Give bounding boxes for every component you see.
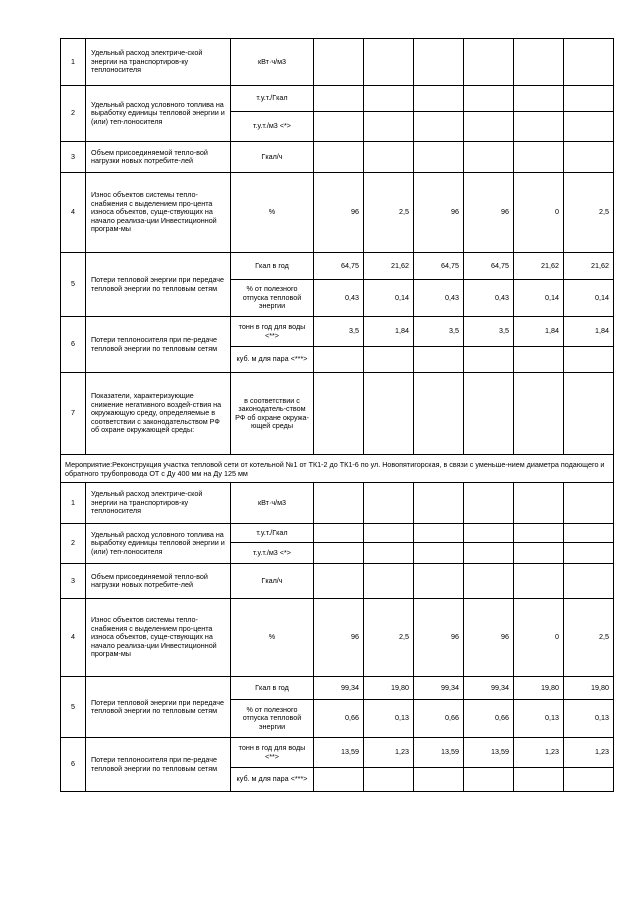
value-cell: [464, 39, 514, 86]
table-row: [61, 317, 614, 347]
value-cell: [514, 112, 564, 142]
value-cell: [564, 39, 614, 86]
value-cell: 2,5: [364, 599, 414, 677]
table-row: [61, 86, 614, 112]
value-cell: 96: [314, 173, 364, 253]
value-cell: 0,13: [564, 700, 614, 738]
value-cell: 1,84: [564, 317, 614, 347]
value-cell: [564, 112, 614, 142]
row-number-cell: 2: [61, 86, 86, 142]
value-cell: 0: [514, 173, 564, 253]
indicators-table: [60, 38, 614, 792]
table-row: [61, 39, 614, 86]
value-cell: [514, 86, 564, 112]
value-cell: [414, 483, 464, 524]
value-cell: [564, 524, 614, 543]
value-cell: 2,5: [564, 599, 614, 677]
unit-cell: % от полезного отпуска тепловой энергии: [231, 700, 314, 738]
unit-cell: Гкал в год: [231, 677, 314, 700]
value-cell: 21,62: [564, 253, 614, 280]
value-cell: 13,59: [464, 738, 514, 768]
value-cell: 19,80: [564, 677, 614, 700]
value-cell: [364, 373, 414, 455]
value-cell: [314, 39, 364, 86]
value-cell: [464, 112, 514, 142]
row-number-cell: 3: [61, 142, 86, 173]
value-cell: [414, 524, 464, 543]
value-cell: 0,14: [364, 280, 414, 317]
unit-cell: куб. м для пара <***>: [231, 768, 314, 792]
value-cell: 99,34: [414, 677, 464, 700]
value-cell: [464, 543, 514, 564]
value-cell: 21,62: [514, 253, 564, 280]
value-cell: [464, 768, 514, 792]
unit-cell: тонн в год для воды <**>: [231, 738, 314, 768]
indicator-name-cell: Потери теплоносителя при пе-редаче тепловой энергии по тепловым сетям: [86, 738, 231, 792]
event-description-cell: Мероприятие:Реконструкция участка тепловой сети от котельной №1 от ТК1-2 до ТК1-6 по ул. Новопятигорская, в связи с уменьше-нием диаметра подающего и обратного трубопровода ОТ с Ду 400 мм на Ду 125 мм: [61, 455, 614, 483]
value-cell: 13,59: [314, 738, 364, 768]
unit-cell: Гкал/ч: [231, 564, 314, 599]
unit-cell: Гкал/ч: [231, 142, 314, 173]
unit-cell: т.у.т./м3 <*>: [231, 543, 314, 564]
unit-cell: тонн в год для воды <**>: [231, 317, 314, 347]
value-cell: 3,5: [414, 317, 464, 347]
value-cell: [314, 768, 364, 792]
value-cell: [564, 373, 614, 455]
value-cell: 1,23: [514, 738, 564, 768]
value-cell: 96: [464, 173, 514, 253]
value-cell: [314, 564, 364, 599]
value-cell: [564, 483, 614, 524]
value-cell: 96: [414, 599, 464, 677]
value-cell: [314, 112, 364, 142]
value-cell: [464, 347, 514, 373]
row-number-cell: 6: [61, 317, 86, 373]
value-cell: [364, 142, 414, 173]
row-number-cell: 4: [61, 599, 86, 677]
row-number-cell: 1: [61, 39, 86, 86]
unit-cell: Гкал в год: [231, 253, 314, 280]
table-row: [61, 253, 614, 280]
value-cell: 64,75: [414, 253, 464, 280]
row-number-cell: 3: [61, 564, 86, 599]
indicator-name-cell: Удельный расход электриче-ской энергии на транспортиров-ку теплоносителя: [86, 39, 231, 86]
value-cell: 1,23: [564, 738, 614, 768]
value-cell: [564, 564, 614, 599]
value-cell: [364, 39, 414, 86]
value-cell: [414, 347, 464, 373]
table-row: [61, 173, 614, 253]
value-cell: [314, 543, 364, 564]
value-cell: 64,75: [314, 253, 364, 280]
value-cell: [514, 543, 564, 564]
unit-cell: т.у.т./Гкал: [231, 86, 314, 112]
indicator-name-cell: Потери тепловой энергии при передаче тепловой энергии по тепловым сетям: [86, 253, 231, 317]
value-cell: 0,13: [364, 700, 414, 738]
value-cell: 2,5: [364, 173, 414, 253]
value-cell: [464, 564, 514, 599]
value-cell: 1,84: [364, 317, 414, 347]
value-cell: 3,5: [314, 317, 364, 347]
unit-cell: кВт·ч/м3: [231, 483, 314, 524]
value-cell: [314, 483, 364, 524]
value-cell: [564, 768, 614, 792]
value-cell: 3,5: [464, 317, 514, 347]
unit-cell: %: [231, 173, 314, 253]
indicator-name-cell: Потери тепловой энергии при передаче тепловой энергии по тепловым сетям: [86, 677, 231, 738]
table-row: [61, 524, 614, 543]
value-cell: [514, 39, 564, 86]
indicator-name-cell: Потери теплоносителя при пе-редаче тепловой энергии по тепловым сетям: [86, 317, 231, 373]
unit-cell: т.у.т./Гкал: [231, 524, 314, 543]
value-cell: [464, 86, 514, 112]
value-cell: [364, 524, 414, 543]
row-number-cell: 2: [61, 524, 86, 564]
value-cell: [314, 347, 364, 373]
value-cell: 96: [314, 599, 364, 677]
unit-cell: %: [231, 599, 314, 677]
value-cell: 19,80: [514, 677, 564, 700]
value-cell: [514, 768, 564, 792]
value-cell: 99,34: [314, 677, 364, 700]
value-cell: 1,23: [364, 738, 414, 768]
value-cell: [414, 768, 464, 792]
row-number-cell: 4: [61, 173, 86, 253]
value-cell: 19,80: [364, 677, 414, 700]
value-cell: [514, 524, 564, 543]
value-cell: 64,75: [464, 253, 514, 280]
value-cell: [364, 112, 414, 142]
value-cell: 0,14: [564, 280, 614, 317]
value-cell: 0: [514, 599, 564, 677]
value-cell: [514, 142, 564, 173]
value-cell: [414, 373, 464, 455]
unit-cell: в соответствии с законодатель-ством РФ об охране окружа-ющей среды: [231, 373, 314, 455]
value-cell: [364, 564, 414, 599]
value-cell: [514, 373, 564, 455]
table-row: [61, 373, 614, 455]
table-row: [61, 564, 614, 599]
indicator-name-cell: Износ объектов системы тепло-снабжения с выделением про-цента износа объектов, суще-ствующих на начало реализа-ции Инвестиционной програм-мы: [86, 173, 231, 253]
table-row: [61, 483, 614, 524]
table-row: [61, 142, 614, 173]
value-cell: [314, 142, 364, 173]
unit-cell: % от полезного отпуска тепловой энергии: [231, 280, 314, 317]
value-cell: [314, 86, 364, 112]
unit-cell: куб. м для пара <***>: [231, 347, 314, 373]
row-number-cell: 5: [61, 677, 86, 738]
row-number-cell: 6: [61, 738, 86, 792]
table-row: [61, 738, 614, 768]
value-cell: [564, 86, 614, 112]
value-cell: 0,43: [314, 280, 364, 317]
value-cell: [564, 142, 614, 173]
value-cell: [414, 39, 464, 86]
value-cell: [514, 483, 564, 524]
value-cell: [364, 768, 414, 792]
value-cell: [514, 564, 564, 599]
value-cell: 13,59: [414, 738, 464, 768]
value-cell: 0,14: [514, 280, 564, 317]
event-banner-row: [61, 455, 614, 483]
indicator-name-cell: Удельный расход электриче-ской энергии на транспортиров-ку теплоносителя: [86, 483, 231, 524]
value-cell: [464, 483, 514, 524]
table-row: [61, 599, 614, 677]
indicator-name-cell: Удельный расход условного топлива на выработку единицы тепловой энергии и (или) теп-лоносителя: [86, 86, 231, 142]
value-cell: [364, 543, 414, 564]
value-cell: [564, 543, 614, 564]
value-cell: 21,62: [364, 253, 414, 280]
value-cell: [364, 483, 414, 524]
value-cell: 2,5: [564, 173, 614, 253]
value-cell: 96: [464, 599, 514, 677]
value-cell: [414, 543, 464, 564]
value-cell: [564, 347, 614, 373]
value-cell: [414, 86, 464, 112]
value-cell: [414, 564, 464, 599]
value-cell: [314, 373, 364, 455]
indicator-name-cell: Износ объектов системы тепло-снабжения с выделением про-цента износа объектов, суще-ствующих на начало реализа-ции Инвестиционной програм-мы: [86, 599, 231, 677]
unit-cell: т.у.т./м3 <*>: [231, 112, 314, 142]
row-number-cell: 1: [61, 483, 86, 524]
unit-cell: кВт·ч/м3: [231, 39, 314, 86]
value-cell: [364, 86, 414, 112]
value-cell: 0,43: [414, 280, 464, 317]
value-cell: 1,84: [514, 317, 564, 347]
value-cell: [414, 112, 464, 142]
value-cell: 0,66: [414, 700, 464, 738]
value-cell: [414, 142, 464, 173]
value-cell: 0,43: [464, 280, 514, 317]
indicator-name-cell: Показатели, характеризующие снижение негативного воздей-ствия на окружающую среду, определяемые в соответствии с законодательством РФ об охране окружающей среды:: [86, 373, 231, 455]
value-cell: 0,13: [514, 700, 564, 738]
value-cell: [314, 524, 364, 543]
row-number-cell: 5: [61, 253, 86, 317]
row-number-cell: 7: [61, 373, 86, 455]
value-cell: [464, 373, 514, 455]
value-cell: 0,66: [464, 700, 514, 738]
value-cell: [514, 347, 564, 373]
indicator-name-cell: Объем присоединяемой тепло-вой нагрузки новых потребите-лей: [86, 142, 231, 173]
value-cell: [364, 347, 414, 373]
value-cell: 99,34: [464, 677, 514, 700]
indicator-name-cell: Объем присоединяемой тепло-вой нагрузки новых потребите-лей: [86, 564, 231, 599]
value-cell: [464, 524, 514, 543]
indicator-name-cell: Удельный расход условного топлива на выработку единицы тепловой энергии и (или) теп-лоносителя: [86, 524, 231, 564]
value-cell: 0,66: [314, 700, 364, 738]
value-cell: 96: [414, 173, 464, 253]
table-row: [61, 677, 614, 700]
value-cell: [464, 142, 514, 173]
